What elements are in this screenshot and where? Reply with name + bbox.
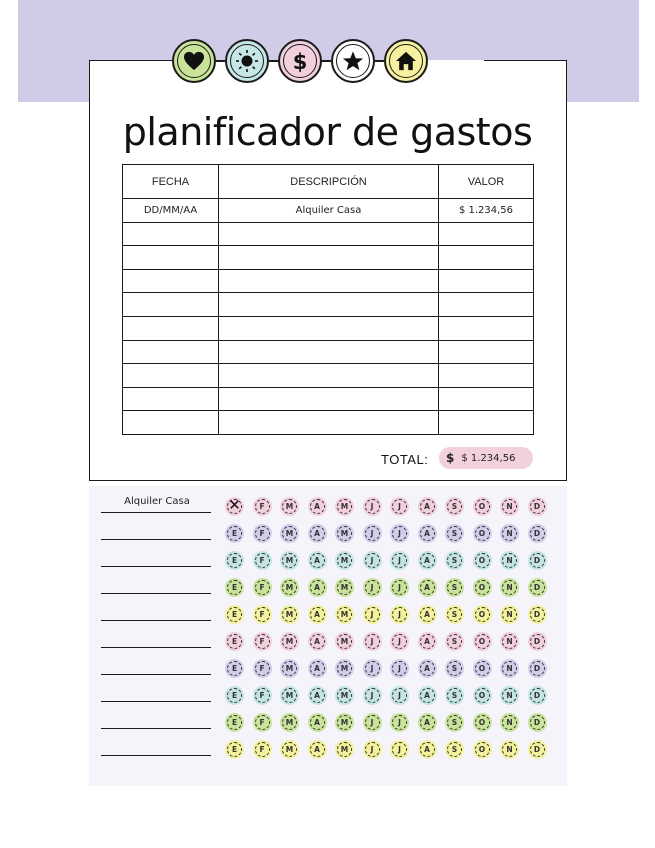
month-letter: A xyxy=(424,529,430,538)
cell-valor[interactable]: $ 1.234,56 xyxy=(439,199,534,223)
month-letter: S xyxy=(451,610,458,619)
month-letter: N xyxy=(506,637,513,646)
month-letter: M xyxy=(285,529,294,538)
month-letter: M xyxy=(340,502,349,511)
month-letter: J xyxy=(398,583,401,592)
icon-connector xyxy=(269,60,278,62)
month-letter: A xyxy=(314,718,320,727)
month-letter: O xyxy=(478,745,486,754)
cell-fecha[interactable] xyxy=(123,222,219,246)
cell-descripcion[interactable] xyxy=(219,364,439,388)
month-letter: S xyxy=(451,718,458,727)
month-checkboxes xyxy=(225,740,555,759)
month-checkbox[interactable] xyxy=(280,740,299,759)
month-letter: J xyxy=(370,745,374,754)
cell-descripcion[interactable] xyxy=(219,316,439,340)
table-body xyxy=(123,199,534,435)
month-letter: J xyxy=(398,502,401,511)
table-row xyxy=(123,199,534,223)
month-letter: E xyxy=(231,691,238,700)
sun-icon xyxy=(225,39,269,83)
heart-icon xyxy=(172,39,216,83)
month-letter: O xyxy=(478,556,486,565)
month-letter: D xyxy=(533,556,541,565)
month-letter: D xyxy=(533,745,541,754)
month-letter: A xyxy=(424,583,430,592)
dollar-icon xyxy=(278,39,322,83)
month-letter: M xyxy=(285,637,294,646)
cell-descripcion[interactable]: Alquiler Casa xyxy=(219,199,439,223)
cell-fecha[interactable] xyxy=(123,246,219,270)
tracker-row xyxy=(89,513,567,540)
table-row xyxy=(123,387,534,411)
month-letter: S xyxy=(451,637,458,646)
month-letter: O xyxy=(478,610,486,619)
cell-fecha[interactable] xyxy=(123,387,219,411)
month-letter: F xyxy=(259,529,265,538)
month-letter: M xyxy=(340,556,349,565)
month-letter: S xyxy=(451,502,458,511)
month-letter: O xyxy=(478,502,486,511)
month-letter: J xyxy=(370,556,374,565)
cell-descripcion[interactable] xyxy=(219,269,439,293)
month-letter: D xyxy=(533,502,541,511)
month-letter: E xyxy=(231,529,238,538)
tracker-row xyxy=(89,648,567,675)
cell-fecha[interactable] xyxy=(123,364,219,388)
month-letter: O xyxy=(478,583,486,592)
month-letter: N xyxy=(506,556,513,565)
tracker-row xyxy=(89,540,567,567)
month-letter: N xyxy=(506,583,513,592)
table-row xyxy=(123,293,534,317)
header-valor: VALOR xyxy=(439,165,534,199)
cell-descripcion[interactable] xyxy=(219,340,439,364)
home-icon xyxy=(384,39,428,83)
month-letter: J xyxy=(370,664,374,673)
month-letter: M xyxy=(340,664,349,673)
month-letter: E xyxy=(231,745,238,754)
month-letter: D xyxy=(533,664,541,673)
cell-valor[interactable] xyxy=(439,293,534,317)
cell-valor[interactable] xyxy=(439,387,534,411)
month-letter: M xyxy=(285,610,294,619)
month-letter: D xyxy=(533,583,541,592)
cell-valor[interactable] xyxy=(439,411,534,435)
month-letter: M xyxy=(340,745,349,754)
month-checkbox[interactable] xyxy=(445,740,464,759)
month-letter: A xyxy=(424,502,430,511)
cell-valor[interactable] xyxy=(439,222,534,246)
month-letter: N xyxy=(506,529,513,538)
table-row xyxy=(123,222,534,246)
month-letter: A xyxy=(314,529,320,538)
svg-text:$: $ xyxy=(292,50,308,73)
month-letter: N xyxy=(506,691,513,700)
month-letter: F xyxy=(259,691,265,700)
month-letter: M xyxy=(340,637,349,646)
month-letter: A xyxy=(424,556,430,565)
month-letter: N xyxy=(506,610,513,619)
total-dollar-sign: $ xyxy=(446,451,455,465)
month-letter: F xyxy=(259,502,265,511)
cell-fecha[interactable] xyxy=(123,340,219,364)
table-row xyxy=(123,246,534,270)
tracker-row xyxy=(89,729,567,756)
table-header-row xyxy=(123,165,534,199)
cell-valor[interactable] xyxy=(439,340,534,364)
icon-row xyxy=(172,35,428,87)
tracker-row xyxy=(89,567,567,594)
month-letter: E xyxy=(231,718,238,727)
month-letter: S xyxy=(451,664,458,673)
month-letter: F xyxy=(259,745,265,754)
month-letter: F xyxy=(259,556,265,565)
star-icon xyxy=(331,39,375,83)
cell-fecha[interactable] xyxy=(123,269,219,293)
month-letter: J xyxy=(370,637,374,646)
month-letter: O xyxy=(478,664,486,673)
cell-fecha[interactable] xyxy=(123,293,219,317)
month-letter: J xyxy=(398,556,401,565)
month-letter: F xyxy=(259,637,265,646)
month-letter: D xyxy=(533,691,541,700)
cell-valor[interactable] xyxy=(439,246,534,270)
month-letter: N xyxy=(506,745,513,754)
cell-descripcion[interactable] xyxy=(219,246,439,270)
month-checkbox[interactable] xyxy=(308,740,327,759)
card-top-line-left xyxy=(89,60,173,61)
month-letter: S xyxy=(451,691,458,700)
month-letter: F xyxy=(259,610,265,619)
month-letter: M xyxy=(285,691,294,700)
month-letter: A xyxy=(314,583,320,592)
cell-fecha[interactable]: DD/MM/AA xyxy=(123,199,219,223)
cell-fecha[interactable] xyxy=(123,316,219,340)
month-letter: J xyxy=(370,718,374,727)
total-value: $ 1.234,56 xyxy=(461,452,516,464)
month-letter: M xyxy=(285,502,294,511)
month-letter: M xyxy=(340,691,349,700)
cell-descripcion[interactable] xyxy=(219,411,439,435)
header-fecha: FECHA xyxy=(123,165,219,199)
month-letter: J xyxy=(398,529,401,538)
month-letter: M xyxy=(285,718,294,727)
month-letter: A xyxy=(314,637,320,646)
month-letter: A xyxy=(314,556,320,565)
month-letter: D xyxy=(533,610,541,619)
month-letter: A xyxy=(424,718,430,727)
month-letter: A xyxy=(424,664,430,673)
month-checkbox[interactable] xyxy=(418,740,437,759)
month-letter: O xyxy=(478,691,486,700)
month-checkbox[interactable] xyxy=(363,740,382,759)
month-letter: F xyxy=(259,718,265,727)
page-title: planificador de gastos xyxy=(122,110,533,154)
tracker-row xyxy=(89,675,567,702)
month-letter: M xyxy=(340,718,349,727)
tracker-row-label[interactable]: Alquiler Casa xyxy=(124,496,190,507)
month-letter: J xyxy=(398,718,401,727)
month-letter: J xyxy=(370,502,374,511)
header-descripcion: DESCRIPCIÓN xyxy=(219,165,439,199)
month-letter: S xyxy=(451,529,458,538)
tracker-row xyxy=(89,486,567,513)
total-value-pill xyxy=(439,447,533,469)
month-letter: M xyxy=(285,664,294,673)
month-letter: J xyxy=(370,691,374,700)
month-letter: J xyxy=(398,637,401,646)
month-letter: E xyxy=(231,583,238,592)
month-checkbox[interactable] xyxy=(225,740,244,759)
cell-valor[interactable] xyxy=(439,364,534,388)
month-checkbox[interactable] xyxy=(335,740,354,759)
icon-connector xyxy=(322,60,331,62)
table-row xyxy=(123,364,534,388)
month-letter: N xyxy=(506,664,513,673)
cell-descripcion[interactable] xyxy=(219,293,439,317)
total-label: TOTAL: xyxy=(381,452,429,467)
month-checkbox[interactable] xyxy=(390,740,409,759)
month-letter: M xyxy=(340,583,349,592)
month-letter: A xyxy=(314,691,320,700)
month-letter: J xyxy=(370,610,374,619)
table-row xyxy=(123,411,534,435)
month-letter: D xyxy=(533,637,541,646)
cell-fecha[interactable] xyxy=(123,411,219,435)
month-letter: O xyxy=(478,637,486,646)
month-letter: F xyxy=(259,664,265,673)
month-letter: S xyxy=(451,745,458,754)
month-letter: M xyxy=(340,529,349,538)
month-letter: E xyxy=(231,664,238,673)
month-checkbox[interactable] xyxy=(500,740,519,759)
month-letter: A xyxy=(314,664,320,673)
month-letter: N xyxy=(506,718,513,727)
tracker-row xyxy=(89,621,567,648)
month-letter: M xyxy=(285,745,294,754)
month-letter: O xyxy=(478,529,486,538)
cell-descripcion[interactable] xyxy=(219,387,439,411)
month-checkbox[interactable] xyxy=(253,740,272,759)
month-letter: S xyxy=(451,583,458,592)
month-letter: J xyxy=(398,610,401,619)
month-letter: M xyxy=(285,556,294,565)
month-letter: M xyxy=(285,583,294,592)
month-letter: M xyxy=(340,610,349,619)
tracker-row-line xyxy=(101,755,211,756)
month-letter: S xyxy=(451,556,458,565)
month-checkbox[interactable] xyxy=(528,740,547,759)
month-letter: J xyxy=(398,664,401,673)
month-letter: A xyxy=(424,610,430,619)
month-letter: F xyxy=(259,583,265,592)
month-letter: E xyxy=(231,610,238,619)
month-letter: O xyxy=(478,718,486,727)
month-letter: J xyxy=(398,745,401,754)
month-letter: J xyxy=(370,529,374,538)
icon-connector xyxy=(216,60,225,62)
month-letter: A xyxy=(314,502,320,511)
icon-connector xyxy=(375,60,384,62)
month-letter: E xyxy=(231,637,238,646)
month-letter: A xyxy=(424,637,430,646)
cell-descripcion[interactable] xyxy=(219,222,439,246)
table-row xyxy=(123,316,534,340)
cell-valor[interactable] xyxy=(439,316,534,340)
month-letter: A xyxy=(424,745,430,754)
monthly-tracker xyxy=(89,486,567,786)
month-letter: A xyxy=(314,610,320,619)
month-letter: J xyxy=(370,583,374,592)
expense-table xyxy=(122,164,534,435)
cell-valor[interactable] xyxy=(439,269,534,293)
tracker-row xyxy=(89,594,567,621)
month-letter: N xyxy=(506,502,513,511)
tracker-row xyxy=(89,702,567,729)
month-letter: E xyxy=(231,556,238,565)
month-letter: A xyxy=(424,691,430,700)
month-letter: A xyxy=(314,745,320,754)
table-row xyxy=(123,269,534,293)
month-letter: D xyxy=(533,529,541,538)
month-checkbox[interactable] xyxy=(473,740,492,759)
table-row xyxy=(123,340,534,364)
card-top-line-right xyxy=(484,60,567,61)
month-letter: D xyxy=(533,718,541,727)
month-letter: J xyxy=(398,691,401,700)
